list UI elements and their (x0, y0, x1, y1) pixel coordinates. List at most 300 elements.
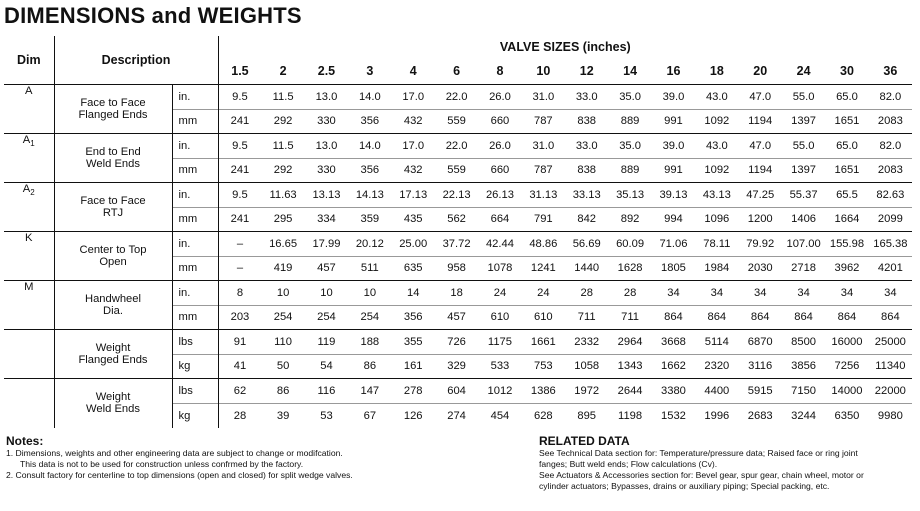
value-cell: 42.44 (478, 232, 521, 257)
value-cell: 25000 (869, 330, 912, 355)
value-cell: 419 (261, 256, 304, 281)
value-cell: 1440 (565, 256, 608, 281)
value-cell: 22.13 (435, 183, 478, 208)
value-cell: 787 (522, 158, 565, 183)
value-cell: 39 (261, 403, 304, 428)
description-line: Weight (95, 342, 131, 354)
dimension-code (4, 232, 54, 281)
value-cell: 660 (478, 109, 521, 134)
description-line: Weld Ends (86, 158, 140, 170)
value-cell: 892 (608, 207, 651, 232)
value-cell: 1664 (825, 207, 868, 232)
value-cell: – (218, 232, 261, 257)
value-cell: 842 (565, 207, 608, 232)
description-column-header: Description (54, 36, 218, 85)
value-cell: 664 (478, 207, 521, 232)
value-cell: 330 (305, 158, 348, 183)
value-cell: 86 (348, 354, 391, 379)
value-cell: 254 (348, 305, 391, 330)
value-cell: 34 (825, 281, 868, 306)
value-cell: 254 (305, 305, 348, 330)
value-cell: 1397 (782, 109, 825, 134)
dim-column-header: Dim (4, 36, 54, 85)
value-cell: 1092 (695, 109, 738, 134)
unit-label: mm (172, 109, 218, 134)
valve-size-header: 6 (435, 58, 478, 85)
value-cell: 60.09 (608, 232, 651, 257)
value-cell: 5114 (695, 330, 738, 355)
value-cell: 65.0 (825, 134, 868, 159)
description-line: Dia. (103, 305, 123, 317)
description-line: Face to Face (80, 195, 146, 207)
value-cell: 34 (652, 281, 695, 306)
value-cell: 1343 (608, 354, 651, 379)
dimension-letter: A (25, 85, 33, 97)
value-cell: 14.13 (348, 183, 391, 208)
value-cell: 1532 (652, 403, 695, 428)
value-cell: 864 (825, 305, 868, 330)
value-cell: 11340 (869, 354, 912, 379)
value-cell: 11.5 (261, 134, 304, 159)
value-cell: 11.63 (261, 183, 304, 208)
value-cell: 2644 (608, 379, 651, 404)
related-line: See Actuators & Accessories section for: Bevel gear, spur gear, chain wheel, motor or (539, 470, 864, 480)
value-cell: 4201 (869, 256, 912, 281)
value-cell: 2683 (739, 403, 782, 428)
value-cell: 155.98 (825, 232, 868, 257)
value-cell: 203 (218, 305, 261, 330)
value-cell: 147 (348, 379, 391, 404)
dimension-code (4, 281, 54, 330)
dimension-letter: A (22, 183, 31, 195)
value-cell: 43.0 (695, 85, 738, 110)
value-cell: 65.0 (825, 85, 868, 110)
notes-section (6, 436, 526, 481)
value-cell: 457 (305, 256, 348, 281)
valve-size-header: 20 (739, 58, 782, 85)
value-cell: 16.65 (261, 232, 304, 257)
value-cell: 991 (652, 109, 695, 134)
value-cell: 39.0 (652, 134, 695, 159)
value-cell: 359 (348, 207, 391, 232)
value-cell: 33.0 (565, 85, 608, 110)
value-cell: – (218, 256, 261, 281)
value-cell: 54 (305, 354, 348, 379)
value-cell: 33.13 (565, 183, 608, 208)
value-cell: 35.0 (608, 134, 651, 159)
value-cell: 635 (392, 256, 435, 281)
table-body (4, 85, 912, 428)
related-data-section (539, 436, 915, 492)
value-cell: 254 (261, 305, 304, 330)
value-cell: 7150 (782, 379, 825, 404)
related-line: cylinder actuators; Bypasses, drains or auxiliary piping; Special packing, etc. (539, 481, 830, 491)
unit-label: in. (172, 85, 218, 110)
value-cell: 1241 (522, 256, 565, 281)
value-cell: 31.0 (522, 134, 565, 159)
dimension-subscript: 2 (30, 188, 35, 198)
valve-size-header: 36 (869, 58, 912, 85)
value-cell: 2964 (608, 330, 651, 355)
value-cell: 34 (782, 281, 825, 306)
value-cell: 55.0 (782, 134, 825, 159)
valve-size-header: 12 (565, 58, 608, 85)
value-cell: 37.72 (435, 232, 478, 257)
valve-size-header: 3 (348, 58, 391, 85)
value-cell: 2332 (565, 330, 608, 355)
value-cell: 2083 (869, 109, 912, 134)
value-cell: 4400 (695, 379, 738, 404)
dimension-subscript: 1 (30, 139, 35, 149)
value-cell: 274 (435, 403, 478, 428)
value-cell: 26.0 (478, 134, 521, 159)
value-cell: 26.0 (478, 85, 521, 110)
value-cell: 3380 (652, 379, 695, 404)
value-cell: 1200 (739, 207, 782, 232)
value-cell: 1406 (782, 207, 825, 232)
value-cell: 610 (478, 305, 521, 330)
value-cell: 241 (218, 158, 261, 183)
value-cell: 1984 (695, 256, 738, 281)
value-cell: 91 (218, 330, 261, 355)
value-cell: 2718 (782, 256, 825, 281)
note-line: 1. Dimensions, weights and other engineering data are subject to change or modifcation. (6, 448, 343, 458)
value-cell: 82.63 (869, 183, 912, 208)
value-cell: 1662 (652, 354, 695, 379)
dimensions-weights-table (4, 36, 912, 428)
dimension-description (54, 330, 172, 379)
value-cell: 82.0 (869, 85, 912, 110)
value-cell: 356 (348, 158, 391, 183)
unit-label: mm (172, 158, 218, 183)
value-cell: 33.0 (565, 134, 608, 159)
value-cell: 8500 (782, 330, 825, 355)
value-cell: 2099 (869, 207, 912, 232)
value-cell: 71.06 (652, 232, 695, 257)
value-cell: 889 (608, 109, 651, 134)
unit-label: in. (172, 281, 218, 306)
table-row (4, 134, 912, 159)
value-cell: 864 (739, 305, 782, 330)
valve-size-header: 10 (522, 58, 565, 85)
table-row (4, 85, 912, 110)
related-line: fanges; Butt weld ends; Flow calculations (Cv). (539, 459, 718, 469)
value-cell: 79.92 (739, 232, 782, 257)
value-cell: 62 (218, 379, 261, 404)
table-row (4, 183, 912, 208)
value-cell: 1198 (608, 403, 651, 428)
value-cell: 17.13 (392, 183, 435, 208)
value-cell: 10 (261, 281, 304, 306)
value-cell: 334 (305, 207, 348, 232)
value-cell: 994 (652, 207, 695, 232)
valve-size-header: 18 (695, 58, 738, 85)
valve-size-header: 1.5 (218, 58, 261, 85)
value-cell: 47.0 (739, 134, 782, 159)
value-cell: 1194 (739, 158, 782, 183)
value-cell: 14 (392, 281, 435, 306)
dimension-description (54, 379, 172, 428)
dimension-description (54, 134, 172, 183)
value-cell: 628 (522, 403, 565, 428)
value-cell: 895 (565, 403, 608, 428)
value-cell: 329 (435, 354, 478, 379)
value-cell: 9.5 (218, 183, 261, 208)
value-cell: 116 (305, 379, 348, 404)
value-cell: 126 (392, 403, 435, 428)
value-cell: 25.00 (392, 232, 435, 257)
value-cell: 39.13 (652, 183, 695, 208)
value-cell: 356 (348, 109, 391, 134)
value-cell: 864 (782, 305, 825, 330)
value-cell: 107.00 (782, 232, 825, 257)
value-cell: 864 (652, 305, 695, 330)
table-row (4, 379, 912, 404)
page-title: DIMENSIONS and WEIGHTS (4, 3, 302, 28)
dimension-letter: M (24, 281, 34, 293)
description-line: RTJ (102, 207, 124, 219)
valve-size-header: 4 (392, 58, 435, 85)
description-line: Flanged Ends (78, 354, 148, 366)
value-cell: 24 (478, 281, 521, 306)
description-line: Open (99, 256, 127, 268)
value-cell: 26.13 (478, 183, 521, 208)
value-cell: 1058 (565, 354, 608, 379)
value-cell: 165.38 (869, 232, 912, 257)
unit-label: in. (172, 183, 218, 208)
value-cell: 10 (348, 281, 391, 306)
value-cell: 28 (218, 403, 261, 428)
value-cell: 65.5 (825, 183, 868, 208)
value-cell: 161 (392, 354, 435, 379)
value-cell: 991 (652, 158, 695, 183)
value-cell: 1651 (825, 158, 868, 183)
value-cell: 1175 (478, 330, 521, 355)
dimension-description (54, 85, 172, 134)
value-cell: 110 (261, 330, 304, 355)
value-cell: 41 (218, 354, 261, 379)
value-cell: 8 (218, 281, 261, 306)
value-cell: 1194 (739, 109, 782, 134)
value-cell: 55.0 (782, 85, 825, 110)
value-cell: 35.13 (608, 183, 651, 208)
dimension-code (4, 379, 54, 428)
unit-label: lbs (172, 379, 218, 404)
dimension-letter: K (25, 232, 33, 244)
unit-label: in. (172, 134, 218, 159)
value-cell: 34 (869, 281, 912, 306)
value-cell: 1078 (478, 256, 521, 281)
value-cell: 2320 (695, 354, 738, 379)
value-cell: 838 (565, 158, 608, 183)
value-cell: 86 (261, 379, 304, 404)
value-cell: 533 (478, 354, 521, 379)
value-cell: 604 (435, 379, 478, 404)
dimension-code (4, 330, 54, 379)
value-cell: 711 (608, 305, 651, 330)
value-cell: 14000 (825, 379, 868, 404)
description-line: Weld Ends (86, 403, 140, 416)
value-cell: 292 (261, 109, 304, 134)
value-cell: 78.11 (695, 232, 738, 257)
value-cell: 22.0 (435, 134, 478, 159)
value-cell: 20.12 (348, 232, 391, 257)
value-cell: 2083 (869, 158, 912, 183)
value-cell: 864 (869, 305, 912, 330)
value-cell: 22.0 (435, 85, 478, 110)
value-cell: 660 (478, 158, 521, 183)
unit-label: mm (172, 207, 218, 232)
value-cell: 241 (218, 207, 261, 232)
value-cell: 454 (478, 403, 521, 428)
value-cell: 1661 (522, 330, 565, 355)
value-cell: 9980 (869, 403, 912, 428)
valve-size-header: 16 (652, 58, 695, 85)
value-cell: 432 (392, 158, 435, 183)
value-cell: 13.0 (305, 134, 348, 159)
dimension-description (54, 281, 172, 330)
value-cell: 356 (392, 305, 435, 330)
value-cell: 562 (435, 207, 478, 232)
value-cell: 1972 (565, 379, 608, 404)
value-cell: 330 (305, 109, 348, 134)
value-cell: 559 (435, 109, 478, 134)
value-cell: 48.86 (522, 232, 565, 257)
value-cell: 24 (522, 281, 565, 306)
value-cell: 1651 (825, 109, 868, 134)
description-line: Flanged Ends (78, 109, 148, 121)
value-cell: 47.25 (739, 183, 782, 208)
value-cell: 18 (435, 281, 478, 306)
value-cell: 11.5 (261, 85, 304, 110)
value-cell: 711 (565, 305, 608, 330)
value-cell: 13.13 (305, 183, 348, 208)
dimension-code (4, 85, 54, 134)
value-cell: 22000 (869, 379, 912, 404)
unit-label: kg (172, 403, 218, 428)
value-cell: 9.5 (218, 85, 261, 110)
value-cell: 3668 (652, 330, 695, 355)
notes-heading: Notes: (6, 434, 44, 448)
valve-size-header: 24 (782, 58, 825, 85)
value-cell: 31.13 (522, 183, 565, 208)
value-cell: 1386 (522, 379, 565, 404)
description-line: End to End (85, 146, 141, 158)
unit-label: mm (172, 256, 218, 281)
table-row (4, 232, 912, 257)
value-cell: 958 (435, 256, 478, 281)
value-cell: 864 (695, 305, 738, 330)
description-line: Face to Face (80, 97, 146, 109)
value-cell: 3116 (739, 354, 782, 379)
value-cell: 1012 (478, 379, 521, 404)
value-cell: 119 (305, 330, 348, 355)
unit-label: in. (172, 232, 218, 257)
unit-label: mm (172, 305, 218, 330)
value-cell: 55.37 (782, 183, 825, 208)
valve-size-header: 8 (478, 58, 521, 85)
related-line: See Technical Data section for: Temperature/pressure data; Raised face or ring joint (539, 448, 858, 458)
value-cell: 791 (522, 207, 565, 232)
description-line: Weight (95, 391, 131, 404)
value-cell: 188 (348, 330, 391, 355)
dimension-letter: A (22, 134, 31, 146)
value-cell: 432 (392, 109, 435, 134)
note-line: 2. Consult factory for centerline to top dimensions (open and closed) for split wedge valves. (6, 470, 353, 480)
value-cell: 292 (261, 158, 304, 183)
value-cell: 435 (392, 207, 435, 232)
value-cell: 28 (565, 281, 608, 306)
table-row (4, 330, 912, 355)
value-cell: 39.0 (652, 85, 695, 110)
value-cell: 34 (695, 281, 738, 306)
value-cell: 610 (522, 305, 565, 330)
value-cell: 35.0 (608, 85, 651, 110)
value-cell: 511 (348, 256, 391, 281)
value-cell: 50 (261, 354, 304, 379)
value-cell: 1996 (695, 403, 738, 428)
value-cell: 9.5 (218, 134, 261, 159)
value-cell: 1096 (695, 207, 738, 232)
valve-size-header: 2.5 (305, 58, 348, 85)
value-cell: 2030 (739, 256, 782, 281)
value-cell: 53 (305, 403, 348, 428)
value-cell: 43.13 (695, 183, 738, 208)
value-cell: 355 (392, 330, 435, 355)
value-cell: 67 (348, 403, 391, 428)
note-line: This data is not to be used for construction unless confrmed by the factory. (20, 459, 304, 469)
value-cell: 10 (305, 281, 348, 306)
value-cell: 14.0 (348, 134, 391, 159)
valve-sizes-header: VALVE SIZES (inches) (499, 40, 631, 54)
value-cell: 6870 (739, 330, 782, 355)
value-cell: 1092 (695, 158, 738, 183)
value-cell: 47.0 (739, 85, 782, 110)
value-cell: 838 (565, 109, 608, 134)
value-cell: 17.0 (392, 134, 435, 159)
value-cell: 559 (435, 158, 478, 183)
value-cell: 82.0 (869, 134, 912, 159)
valve-size-header: 30 (825, 58, 868, 85)
value-cell: 3244 (782, 403, 825, 428)
valve-size-header: 14 (608, 58, 651, 85)
value-cell: 56.69 (565, 232, 608, 257)
value-cell: 726 (435, 330, 478, 355)
value-cell: 28 (608, 281, 651, 306)
value-cell: 16000 (825, 330, 868, 355)
dimension-description (54, 183, 172, 232)
value-cell: 278 (392, 379, 435, 404)
value-cell: 295 (261, 207, 304, 232)
valve-size-header: 2 (261, 58, 304, 85)
value-cell: 3962 (825, 256, 868, 281)
value-cell: 43.0 (695, 134, 738, 159)
value-cell: 241 (218, 109, 261, 134)
value-cell: 6350 (825, 403, 868, 428)
value-cell: 787 (522, 109, 565, 134)
value-cell: 1628 (608, 256, 651, 281)
value-cell: 457 (435, 305, 478, 330)
value-cell: 17.0 (392, 85, 435, 110)
value-cell: 753 (522, 354, 565, 379)
value-cell: 5915 (739, 379, 782, 404)
table-row (4, 281, 912, 306)
value-cell: 34 (739, 281, 782, 306)
dimension-description (54, 232, 172, 281)
value-cell: 1805 (652, 256, 695, 281)
dimension-code (4, 134, 54, 183)
dimension-code (4, 183, 54, 232)
